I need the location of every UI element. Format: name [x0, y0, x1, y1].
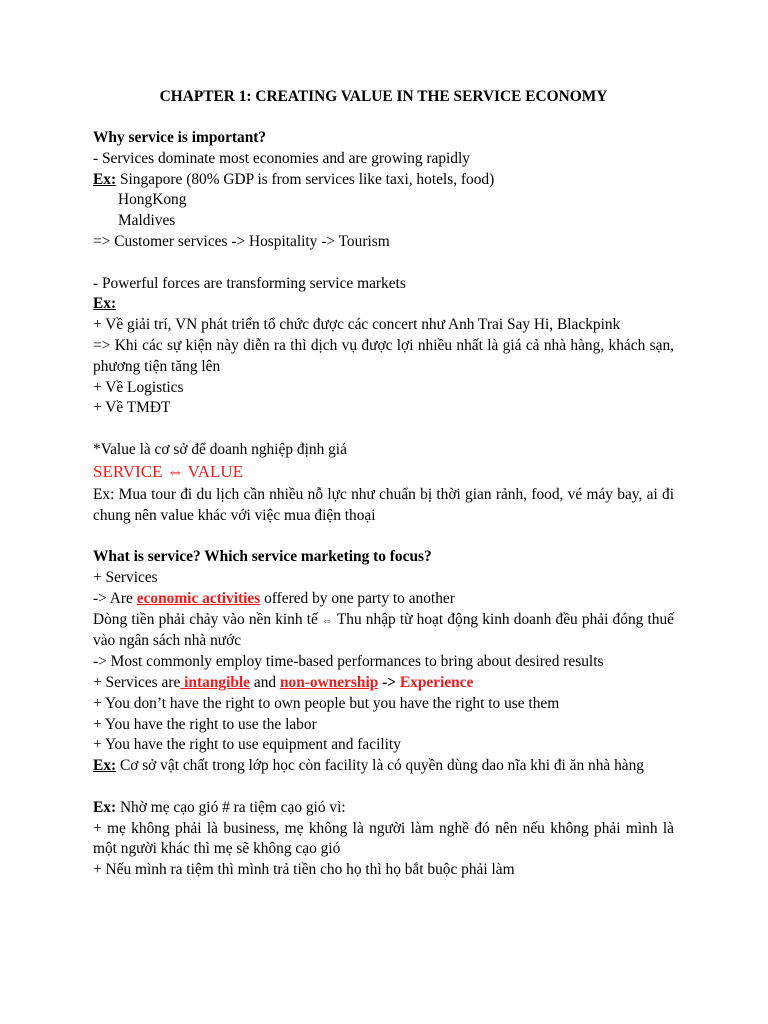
text: -> Are: [93, 589, 137, 607]
para-time-based: -> Most commonly employ time-based performances to bring about desired results: [93, 653, 604, 671]
para-logistics: + Về Logistics: [93, 378, 184, 396]
ex-label: Ex:: [93, 757, 117, 775]
para-services: + Services: [93, 568, 158, 586]
para-me-khong: + mẹ không phải là business, mẹ không là người làm nghề đó nên nếu không phải mình là một người khác thì mẹ sẽ không cạo gió: [93, 819, 674, 858]
ex-label: Ex:: [93, 798, 117, 816]
text: and: [250, 673, 280, 691]
para-tmdt: + Về TMĐT: [93, 399, 171, 417]
ex-text: Singapore (80% GDP is from services like taxi, hotels, food): [116, 170, 495, 188]
para-powerful-forces: - Powerful forces are transforming service markets: [93, 274, 406, 292]
spacer: [93, 526, 674, 547]
heading-what-is-service: What is service? Which service marketing to focus?: [93, 548, 432, 566]
para-dong-tien: [93, 610, 674, 653]
para-right-people: + You don’t have the right to own people but you have the right to use them: [93, 694, 560, 712]
spacer: [93, 777, 674, 798]
para-value-note: *Value là cơ sở để doanh nghiệp định giá: [93, 440, 347, 458]
example-hongkong: HongKong: [118, 191, 187, 209]
heading-why-service: Why service is important?: [93, 129, 267, 146]
para-services-dominate: - Services dominate most economies and are growing rapidly: [93, 149, 470, 167]
highlight-non-ownership: non-ownership: [279, 673, 379, 691]
highlight-experience: Experience: [399, 673, 474, 691]
highlight-economic-activities: economic activities: [136, 589, 261, 607]
spacer: [93, 253, 674, 274]
service-value-heading: SERVICE ⇔ VALUE: [93, 461, 244, 481]
document-body: [93, 86, 674, 881]
highlight-intangible: intangible: [180, 673, 251, 691]
double-arrow-icon: ⇔: [321, 614, 333, 627]
para-facility-example: [93, 756, 674, 777]
text: Thu nhập từ hoạt động kinh doanh đều phải đóng thuế vào ngân sách nhà nước: [93, 610, 674, 650]
example-singapore: [93, 170, 674, 191]
text: Cơ sở vật chất trong lớp học còn facility là có quyền dùng dao nĩa khi đi ăn nhà hàng: [116, 757, 644, 775]
text: offered by one party to another: [260, 589, 455, 607]
para-economic-activities: [93, 589, 674, 610]
para-su-kien: => Khi các sự kiện này diễn ra thì dịch vụ được lợi nhiều nhất là giá cả nhà hàng, khách sạn, phương tiện tăng lên: [93, 336, 674, 375]
example-maldives: Maldives: [118, 212, 176, 230]
para-intangible: [93, 673, 674, 694]
para-giai-tri: + Về giải trí, VN phát triển tổ chức được các concert như Anh Trai Say Hi, Blackpink: [93, 316, 621, 334]
para-tour-example: Ex: Mua tour đi du lịch cần nhiều nỗ lực như chuẩn bị thời gian rảnh, food, vé máy bay, ai đi chung nên value khác với việc mua điện thoại: [93, 485, 674, 524]
para-customer-services: => Customer services -> Hospitality -> Tourism: [93, 232, 390, 250]
para-right-labor: + You have the right to use the labor: [93, 715, 317, 733]
para-cao-gio-example: [93, 798, 674, 819]
para-ra-tiem: + Nếu mình ra tiệm thì mình trả tiền cho họ thì họ bắt buộc phải làm: [93, 861, 515, 879]
ex-label: Ex:: [93, 295, 117, 313]
text: ->: [378, 673, 400, 691]
para-right-equipment: + You have the right to use equipment and facility: [93, 736, 401, 754]
spacer: [93, 419, 674, 440]
chapter-title: CHAPTER 1: CREATING VALUE IN THE SERVICE ECONOMY: [159, 88, 608, 105]
text: + Services are: [93, 673, 181, 691]
text: Dòng tiền phải chảy vào nền kinh tế: [93, 610, 322, 628]
ex-label: Ex:: [93, 170, 117, 188]
text: Nhờ mẹ cạo gió # ra tiệm cạo gió vì:: [116, 798, 346, 816]
